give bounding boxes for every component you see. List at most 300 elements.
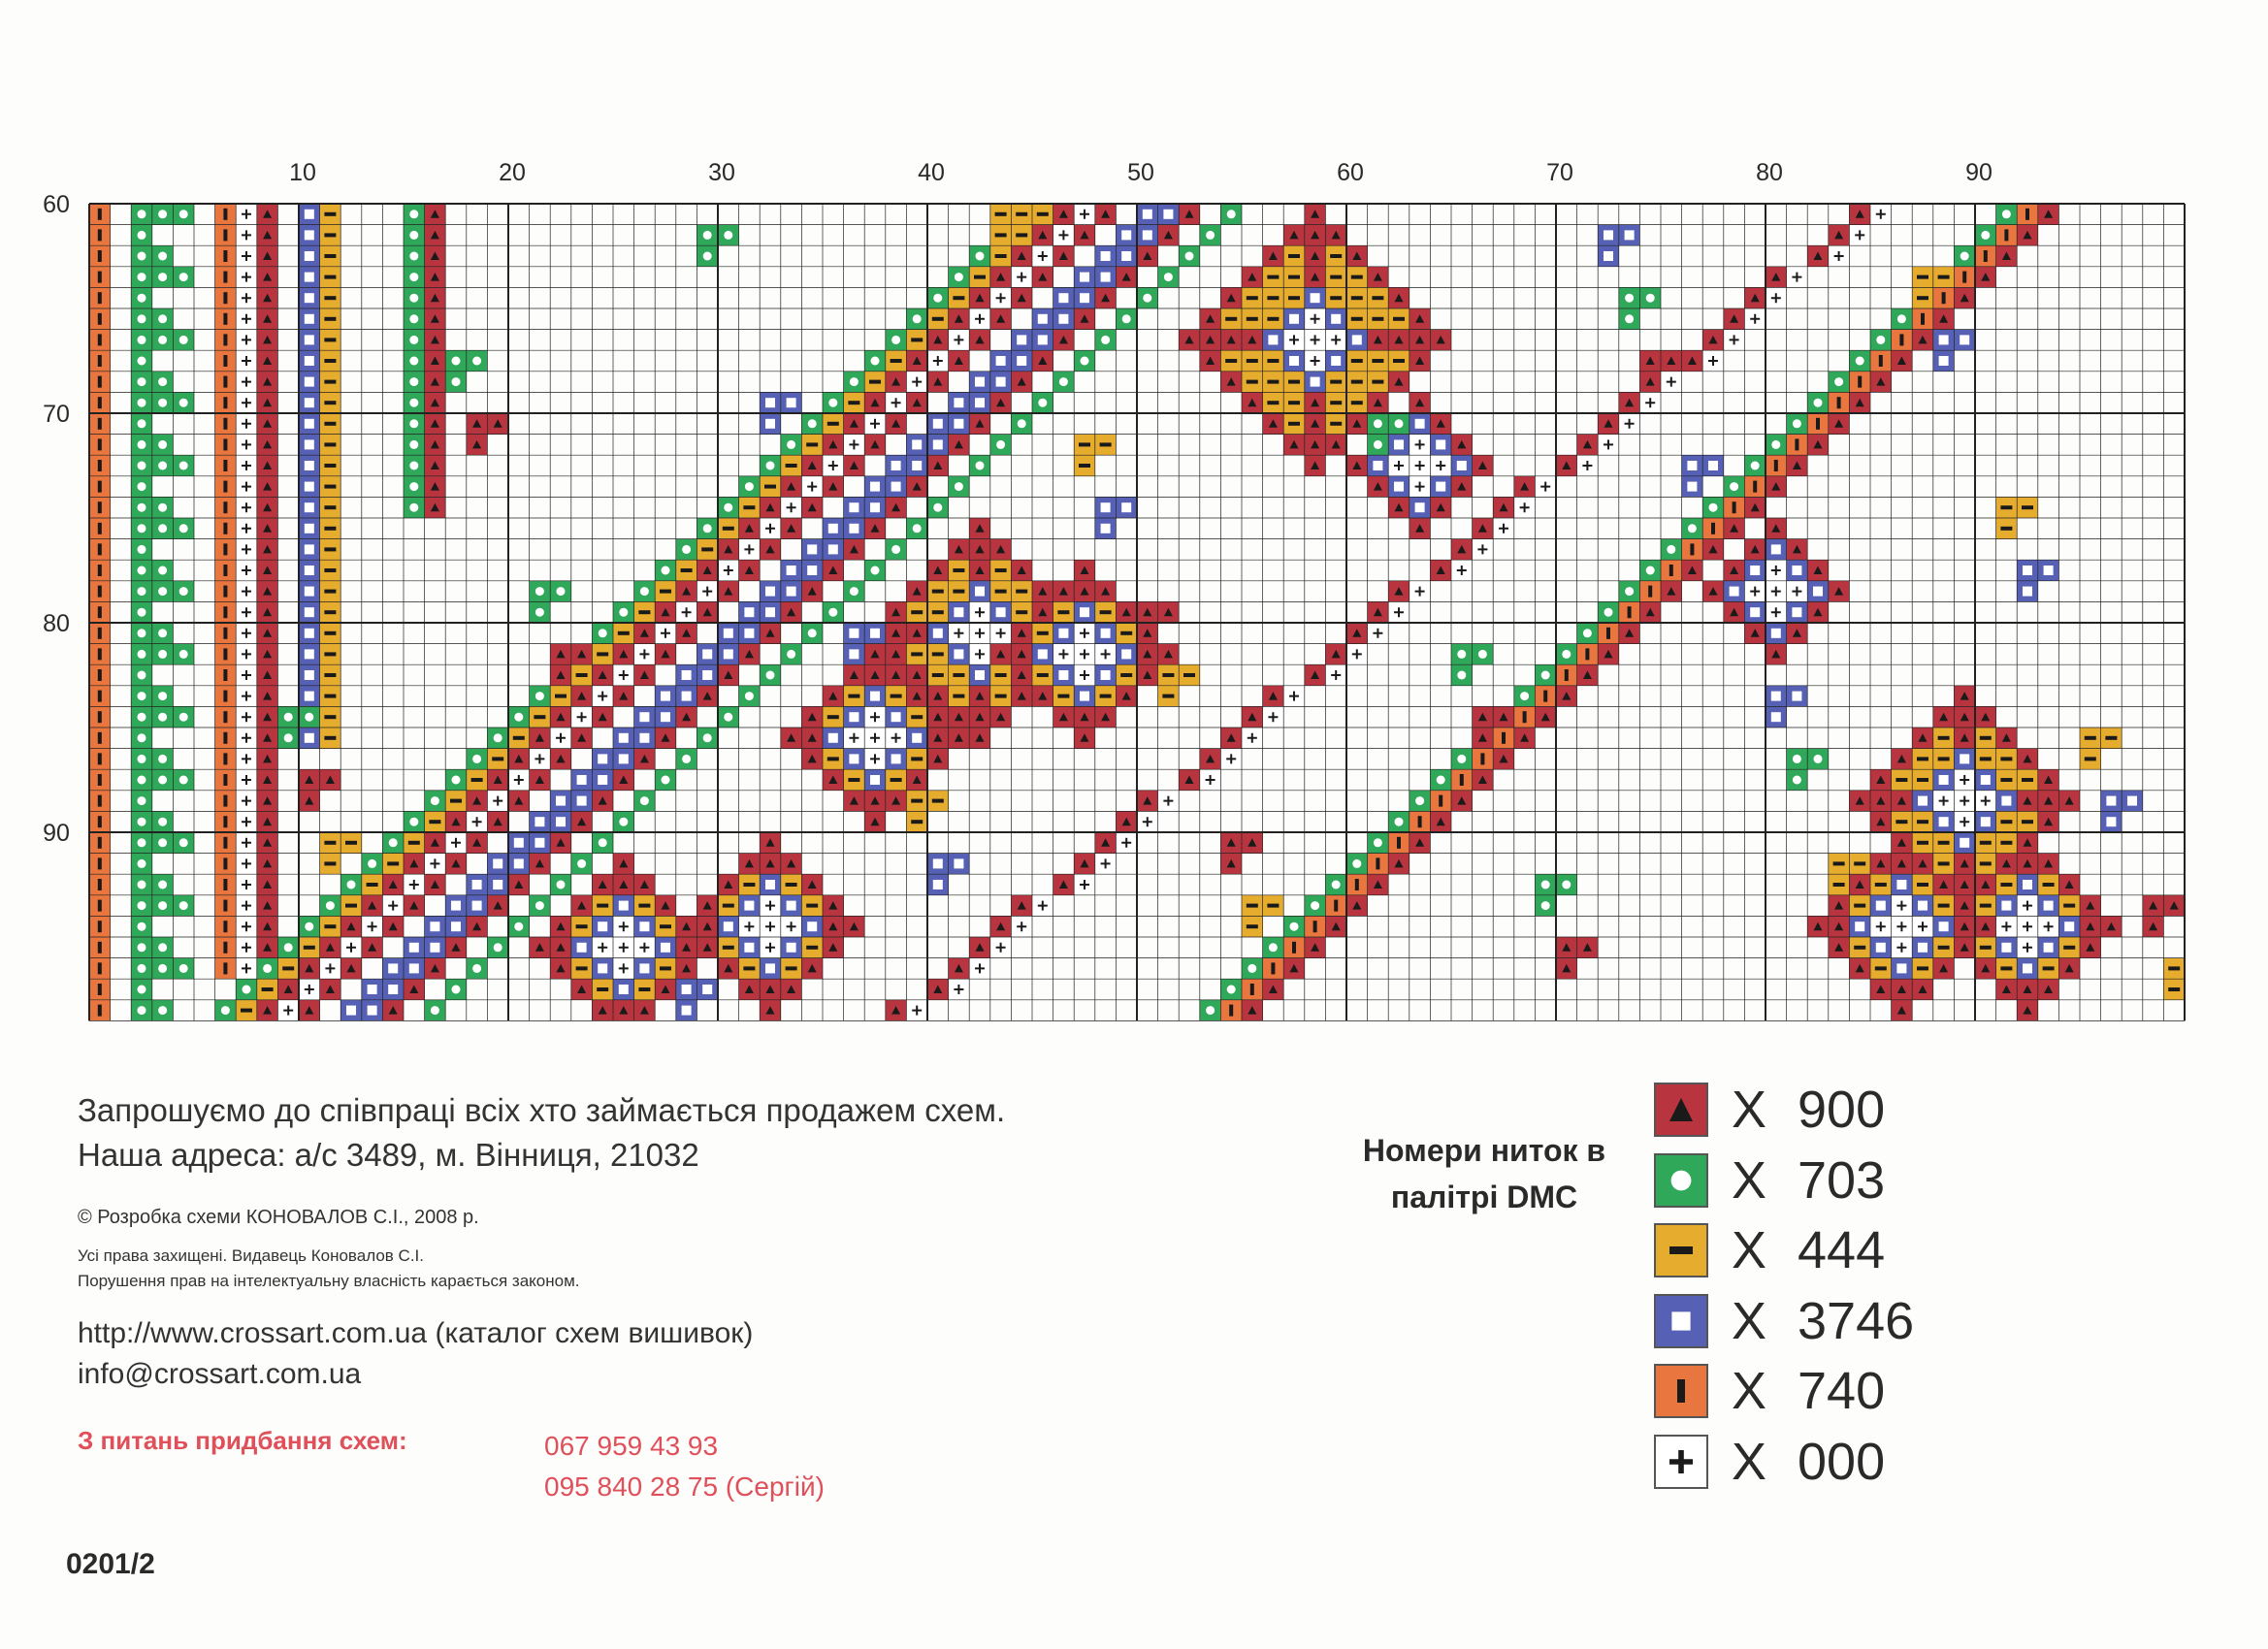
stitch-cell [592, 686, 613, 707]
stitch-cell [1074, 308, 1095, 330]
stitch-cell [906, 518, 927, 539]
stitch-cell [382, 895, 404, 917]
stitch-cell [257, 749, 278, 770]
stitch-cell [257, 601, 278, 623]
stitch-cell [1116, 644, 1137, 665]
stitch-cell [969, 287, 990, 308]
stitch-cell [257, 664, 278, 686]
stitch-cell [89, 601, 111, 623]
stitch-cell [1346, 372, 1368, 393]
stitch-cell [404, 267, 425, 288]
stitch-cell [1074, 455, 1095, 476]
stitch-cell [89, 1000, 111, 1021]
stitch-cell [1556, 664, 1577, 686]
legend-code: 703 [1798, 1150, 1886, 1210]
stitch-cell [990, 686, 1012, 707]
stitch-cell [1388, 601, 1409, 623]
stitch-cell [592, 916, 613, 937]
stitch-cell [718, 706, 739, 728]
stitch-cell [1388, 372, 1409, 393]
stitch-cell [508, 854, 530, 875]
stitch-cell [277, 937, 299, 958]
stitch-cell [2038, 979, 2059, 1000]
stitch-cell [1829, 372, 1850, 393]
stitch-cell [320, 581, 341, 602]
stitch-cell [864, 392, 886, 413]
stitch-cell [1011, 372, 1032, 393]
stitch-cell [550, 644, 571, 665]
stitch-cell [1682, 560, 1703, 581]
stitch-cell [949, 539, 970, 561]
stitch-cell [1744, 287, 1766, 308]
stitch-cell [1179, 204, 1200, 225]
stitch-cell [1619, 287, 1640, 308]
stitch-cell [801, 749, 823, 770]
stitch-cell [718, 623, 739, 644]
stitch-cell [1912, 330, 1933, 351]
stitch-cell [131, 330, 152, 351]
stitch-cell [152, 245, 174, 267]
stitch-cell [1116, 245, 1137, 267]
legend-x: X [1732, 1362, 1767, 1421]
stitch-cell [215, 350, 237, 372]
stitch-cell [425, 916, 446, 937]
stitch-cell [1744, 455, 1766, 476]
stitch-cell [1473, 518, 1494, 539]
stitch-cell [299, 623, 320, 644]
stitch-cell [1053, 581, 1075, 602]
stitch-cell [152, 497, 174, 518]
stitch-cell [1158, 267, 1180, 288]
stitch-cell [550, 916, 571, 937]
stitch-cell [550, 958, 571, 980]
stitch-cell [823, 435, 844, 456]
stitch-cell [425, 937, 446, 958]
stitch-cell [131, 686, 152, 707]
stitch-cell [131, 476, 152, 498]
stitch-cell [131, 350, 152, 372]
stitch-cell [89, 706, 111, 728]
stitch-cell [990, 937, 1012, 958]
stitch-cell [131, 958, 152, 980]
stitch-cell [425, 225, 446, 246]
stitch-cell [1220, 728, 1242, 749]
legend-row-900 [1654, 1075, 1914, 1146]
stitch-cell [1220, 330, 1242, 351]
stitch-cell [1996, 791, 2018, 812]
stitch-cell [781, 937, 802, 958]
stitch-cell [215, 874, 237, 895]
stitch-cell [2163, 958, 2185, 980]
stitch-cell [257, 811, 278, 832]
stitch-cell [1032, 308, 1053, 330]
stitch-cell [1829, 225, 1850, 246]
stitch-cell [236, 476, 257, 498]
stitch-cell [152, 958, 174, 980]
stitch-cell [1263, 350, 1284, 372]
stitch-cell [676, 601, 697, 623]
legend-row-3746 [1654, 1286, 1914, 1357]
stitch-cell [236, 895, 257, 917]
stitch-cell [739, 518, 761, 539]
stitch-cell [1870, 916, 1892, 937]
stitch-cell [1116, 308, 1137, 330]
stitch-cell [404, 854, 425, 875]
stitch-cell [760, 895, 781, 917]
stitch-cell [864, 811, 886, 832]
stitch-cell [89, 895, 111, 917]
stitch-cell [1388, 350, 1409, 372]
legend-title: Номери ниток в палітрі DMC [1362, 1133, 1606, 1214]
stitch-cell [299, 644, 320, 665]
stitch-cell [990, 287, 1012, 308]
stitch-cell [1346, 895, 1368, 917]
stitch-cell [550, 706, 571, 728]
stitch-cell [215, 435, 237, 456]
stitch-cell [1388, 455, 1409, 476]
stitch-cell [1807, 581, 1829, 602]
stitch-cell [1409, 832, 1431, 854]
stitch-cell [1702, 539, 1724, 561]
stitch-cell [1535, 476, 1556, 498]
stitch-cell [1368, 623, 1389, 644]
stitch-cell [969, 539, 990, 561]
stitch-cell [487, 728, 508, 749]
stitch-cell [1996, 769, 2018, 791]
stitch-cell [1849, 874, 1870, 895]
stitch-cell [1912, 979, 1933, 1000]
stitch-cell [1954, 832, 1975, 854]
stitch-cell [236, 330, 257, 351]
stitch-cell [1283, 937, 1305, 958]
stitch-cell [1263, 979, 1284, 1000]
stitch-cell [2143, 895, 2164, 917]
website-link[interactable]: http://www.crossart.com.ua (каталог схем вишивок) [78, 1317, 754, 1349]
stitch-cell [2017, 791, 2038, 812]
stitch-cell [864, 497, 886, 518]
stitch-cell [152, 832, 174, 854]
stitch-cell [1933, 350, 1955, 372]
column-label: 50 [1127, 159, 1154, 186]
stitch-cell [320, 413, 341, 435]
stitch-cell [320, 958, 341, 980]
stitch-cell [2038, 854, 2059, 875]
stitch-cell [1451, 476, 1473, 498]
stitch-cell [571, 686, 593, 707]
stitch-cell [1870, 854, 1892, 875]
stitch-cell [1766, 581, 1787, 602]
stitch-cell [697, 979, 718, 1000]
stitch-cell [1892, 854, 1913, 875]
stitch-cell [1639, 581, 1661, 602]
stitch-cell [634, 664, 656, 686]
stitch-cell [1368, 601, 1389, 623]
stitch-cell [697, 560, 718, 581]
stitch-cell [1912, 874, 1933, 895]
stitch-cell [487, 769, 508, 791]
stitch-cell [1892, 749, 1913, 770]
stitch-cell [467, 791, 488, 812]
stitch-cell [257, 308, 278, 330]
stitch-cell [1535, 706, 1556, 728]
stitch-cell [927, 581, 949, 602]
stitch-cell [1639, 350, 1661, 372]
stitch-cell [257, 455, 278, 476]
stitch-cell [1724, 581, 1745, 602]
stitch-cell [592, 749, 613, 770]
stitch-cell [89, 811, 111, 832]
stitch-cell [1535, 895, 1556, 917]
stitch-cell [215, 958, 237, 980]
stitch-cell [1975, 245, 1996, 267]
stitch-cell [173, 958, 194, 980]
stitch-cell [1011, 225, 1032, 246]
stitch-cell [340, 958, 362, 980]
stitch-cell [1305, 350, 1326, 372]
stitch-cell [969, 267, 990, 288]
stitch-cell [1724, 330, 1745, 351]
stitch-cell [236, 267, 257, 288]
stitch-cell [906, 601, 927, 623]
stitch-cell [676, 916, 697, 937]
stitch-cell [949, 267, 970, 288]
stitch-cell [1975, 832, 1996, 854]
stitch-cell [1996, 916, 2018, 937]
stitch-cell [1744, 308, 1766, 330]
stitch-cell [1325, 308, 1346, 330]
stitch-cell [1933, 832, 1955, 854]
stitch-cell [1032, 225, 1053, 246]
stitch-cell [886, 791, 907, 812]
stitch-cell [1053, 287, 1075, 308]
stitch-cell [299, 958, 320, 980]
stitch-cell [1325, 413, 1346, 435]
stitch-cell [801, 413, 823, 435]
stitch-cell [1849, 225, 1870, 246]
stitch-cell [1095, 435, 1117, 456]
stitch-cell [152, 895, 174, 917]
stitch-cell [1053, 601, 1075, 623]
stitch-cell [655, 686, 676, 707]
email-link[interactable]: info@crossart.com.ua [78, 1358, 362, 1390]
stitch-cell [131, 874, 152, 895]
stitch-cell [1766, 539, 1787, 561]
stitch-cell [1368, 455, 1389, 476]
stitch-cell [1744, 497, 1766, 518]
stitch-cell [1325, 267, 1346, 288]
stitch-cell [1053, 372, 1075, 393]
stitch-cell [1053, 204, 1075, 225]
stitch-cell [886, 601, 907, 623]
stitch-cell [760, 623, 781, 644]
stitch-cell [236, 392, 257, 413]
contact-links [78, 1313, 753, 1395]
stitch-cell [131, 497, 152, 518]
stitch-cell [1430, 791, 1451, 812]
stitch-cell [550, 581, 571, 602]
stitch-cell [1954, 267, 1975, 288]
stitch-cell [697, 895, 718, 917]
stitch-cell [1430, 560, 1451, 581]
stitch-cell [2017, 497, 2038, 518]
stitch-cell [592, 769, 613, 791]
stitch-cell [1263, 958, 1284, 980]
stitch-cell [906, 811, 927, 832]
stitch-cell [571, 895, 593, 917]
stitch-cell [823, 518, 844, 539]
stitch-cell [257, 728, 278, 749]
stitch-cell [257, 937, 278, 958]
stitch-cell [2017, 811, 2038, 832]
stitch-cell [1996, 204, 2018, 225]
stitch-cell [1074, 601, 1095, 623]
stitch-cell [1053, 225, 1075, 246]
stitch-cell [1933, 749, 1955, 770]
stitch-cell [1200, 769, 1221, 791]
stitch-cell [1346, 455, 1368, 476]
stitch-cell [215, 560, 237, 581]
stitch-cell [1095, 330, 1117, 351]
stitch-cell [1074, 581, 1095, 602]
stitch-cell [236, 204, 257, 225]
stitch-cell [1242, 895, 1263, 917]
stitch-cell [131, 560, 152, 581]
stitch-cell [655, 560, 676, 581]
stitch-cell [906, 455, 927, 476]
stitch-cell [655, 644, 676, 665]
stitch-cell [1409, 330, 1431, 351]
stitch-cell [1388, 413, 1409, 435]
stitch-cell [1325, 287, 1346, 308]
stitch-cell [1933, 958, 1955, 980]
stitch-cell [1137, 601, 1158, 623]
stitch-cell [131, 372, 152, 393]
stitch-cell [1975, 916, 1996, 937]
stitch-cell [949, 686, 970, 707]
stitch-cell [634, 728, 656, 749]
stitch-cell [801, 874, 823, 895]
stitch-cell [1011, 916, 1032, 937]
chart-grid [89, 204, 2185, 1020]
stitch-cell [215, 413, 237, 435]
stitch-cell [257, 644, 278, 665]
stitch-cell [760, 979, 781, 1000]
stitch-cell [236, 539, 257, 561]
stitch-cell [927, 455, 949, 476]
stitch-cell [131, 581, 152, 602]
stitch-cell [131, 749, 152, 770]
stitch-cell [1451, 560, 1473, 581]
stitch-cell [1682, 476, 1703, 498]
stitch-cell [257, 539, 278, 561]
stitch-cell [927, 413, 949, 435]
stitch-cell [781, 435, 802, 456]
stitch-cell [530, 749, 551, 770]
stitch-cell [2017, 204, 2038, 225]
stitch-cell [215, 937, 237, 958]
stitch-cell [508, 749, 530, 770]
stitch-cell [1388, 832, 1409, 854]
stitch-cell [257, 916, 278, 937]
stitch-cell [1682, 539, 1703, 561]
stitch-cell [215, 392, 237, 413]
stitch-cell [362, 1000, 383, 1021]
stitch-cell [676, 1000, 697, 1021]
stitch-cell [1556, 686, 1577, 707]
stitch-cell [215, 245, 237, 267]
stitch-cell [404, 937, 425, 958]
stitch-cell [236, 728, 257, 749]
stitch-cell [1242, 392, 1263, 413]
stitch-cell [1975, 791, 1996, 812]
stitch-cell [1011, 895, 1032, 917]
stitch-cell [257, 832, 278, 854]
stitch-cell [1305, 435, 1326, 456]
stitch-cell [2058, 937, 2080, 958]
stitch-cell [1912, 916, 1933, 937]
stitch-cell [697, 728, 718, 749]
stitch-cell [277, 706, 299, 728]
stitch-cell [1556, 937, 1577, 958]
stitch-cell [1892, 791, 1913, 812]
stitch-cell [1807, 413, 1829, 435]
stitch-cell [299, 979, 320, 1000]
stitch-cell [760, 581, 781, 602]
stitch-cell [969, 308, 990, 330]
stitch-cell [1954, 728, 1975, 749]
stitch-cell [1158, 791, 1180, 812]
stitch-cell [1912, 958, 1933, 980]
stitch-cell [634, 874, 656, 895]
stitch-cell [1388, 435, 1409, 456]
stitch-cell [425, 1000, 446, 1021]
stitch-cell [215, 225, 237, 246]
stitch-cell [2038, 791, 2059, 812]
stitch-cell [173, 769, 194, 791]
stitch-cell [320, 728, 341, 749]
stitch-cell [1996, 225, 2018, 246]
stitch-cell [530, 854, 551, 875]
stitch-cell [613, 749, 634, 770]
dash-icon [1654, 1223, 1708, 1277]
stitch-cell [320, 455, 341, 476]
stitch-cell [173, 455, 194, 476]
stitch-cell [1325, 895, 1346, 917]
row-label: 80 [43, 610, 70, 637]
stitch-cell [257, 979, 278, 1000]
stitch-cell [1514, 706, 1536, 728]
stitch-cell [257, 330, 278, 351]
stitch-cell [173, 832, 194, 854]
stitch-cell [1766, 644, 1787, 665]
stitch-cell [823, 686, 844, 707]
stitch-cell [550, 749, 571, 770]
stitch-cell [1053, 245, 1075, 267]
stitch-cell [592, 895, 613, 917]
stitch-cell [1346, 287, 1368, 308]
stitch-cell [613, 623, 634, 644]
stitch-cell [990, 539, 1012, 561]
stitch-cell [1933, 287, 1955, 308]
stitch-cell [655, 601, 676, 623]
stitch-cell [1870, 979, 1892, 1000]
stitch-cell [382, 1000, 404, 1021]
stitch-cell [1912, 769, 1933, 791]
stitch-cell [592, 791, 613, 812]
stitch-cell [1388, 497, 1409, 518]
stitch-cell [1220, 372, 1242, 393]
stitch-cell [257, 267, 278, 288]
